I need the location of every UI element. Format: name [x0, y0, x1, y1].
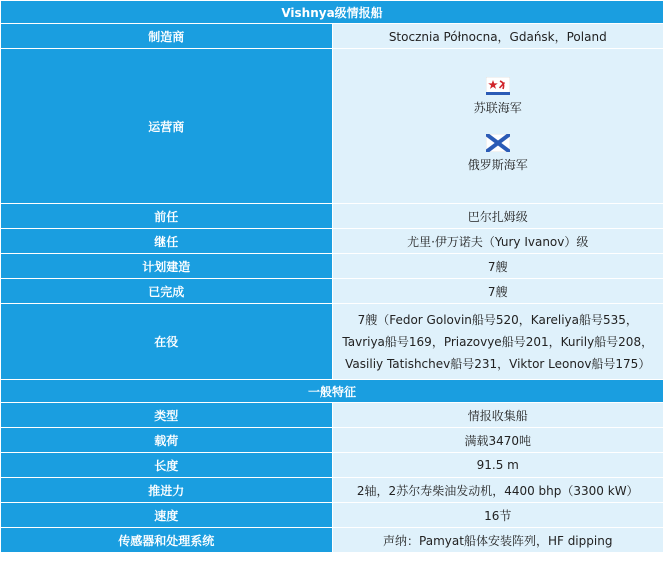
- row-type: [1, 403, 664, 428]
- value-succeeded-by: 尤里·伊万诺夫（Yury Ivanov）级: [332, 229, 664, 254]
- row-planned: [1, 254, 664, 279]
- infobox-title: Vishnya级情报船: [1, 1, 664, 24]
- value-in-service: [332, 304, 664, 380]
- label-speed: 速度: [1, 503, 333, 528]
- operator-soviet-name: 苏联海军: [473, 101, 522, 115]
- label-propulsion: 推进力: [1, 478, 333, 503]
- value-type: 情报收集船: [332, 403, 664, 428]
- label-sensors: 传感器和处理系统: [1, 528, 333, 553]
- label-length: 长度: [1, 453, 333, 478]
- value-displacement: 满载3470吨: [332, 428, 664, 453]
- row-displacement: [1, 428, 664, 453]
- row-length: [1, 453, 664, 478]
- label-in-service: 在役: [1, 304, 333, 380]
- row-sensors: [1, 528, 664, 553]
- row-propulsion: [1, 478, 664, 503]
- label-completed: 已完成: [1, 279, 333, 304]
- section-general-row: [1, 380, 664, 403]
- value-propulsion: 2轴，2苏尔寿柴油发动机，4400 bhp（3300 kW）: [332, 478, 664, 503]
- label-builder: 制造商: [1, 24, 333, 49]
- row-builder: [1, 24, 664, 49]
- label-type: 类型: [1, 403, 333, 428]
- row-preceded-by: [1, 204, 664, 229]
- section-general-heading: 一般特征: [1, 380, 664, 403]
- row-succeeded-by: [1, 229, 664, 254]
- label-preceded-by: 前任: [1, 204, 333, 229]
- label-operators: 运营商: [1, 49, 333, 204]
- operator-soviet: [341, 69, 656, 126]
- row-speed: [1, 503, 664, 528]
- row-completed: [1, 279, 664, 304]
- label-displacement: 载荷: [1, 428, 333, 453]
- operator-russia-name: 俄罗斯海军: [467, 158, 528, 172]
- value-completed: 7艘: [332, 279, 664, 304]
- value-preceded-by: 巴尔扎姆级: [332, 204, 664, 229]
- russian-navy-flag-icon: [486, 134, 510, 152]
- row-in-service: [1, 304, 664, 380]
- label-succeeded-by: 继任: [1, 229, 333, 254]
- value-speed: 16节: [332, 503, 664, 528]
- value-sensors: 声纳：Pamyat船体安装阵列，HF dipping: [332, 528, 664, 553]
- label-planned: 计划建造: [1, 254, 333, 279]
- value-operators: [332, 49, 664, 204]
- in-service-list: 7艘（Fedor Golovin船号520，Kareliya船号535，Tavriya船号169，Priazovye船号201，Kurily船号208，Vasiliy Tatishchev船号231，Viktor Leonov船号175）: [342, 312, 654, 371]
- soviet-navy-flag-icon: [486, 77, 510, 95]
- value-builder: Stocznia Północna，Gdańsk，Poland: [332, 24, 664, 49]
- row-operators: [1, 49, 664, 204]
- operator-russia: [341, 126, 656, 183]
- value-planned: 7艘: [332, 254, 664, 279]
- value-length: 91.5 m: [332, 453, 664, 478]
